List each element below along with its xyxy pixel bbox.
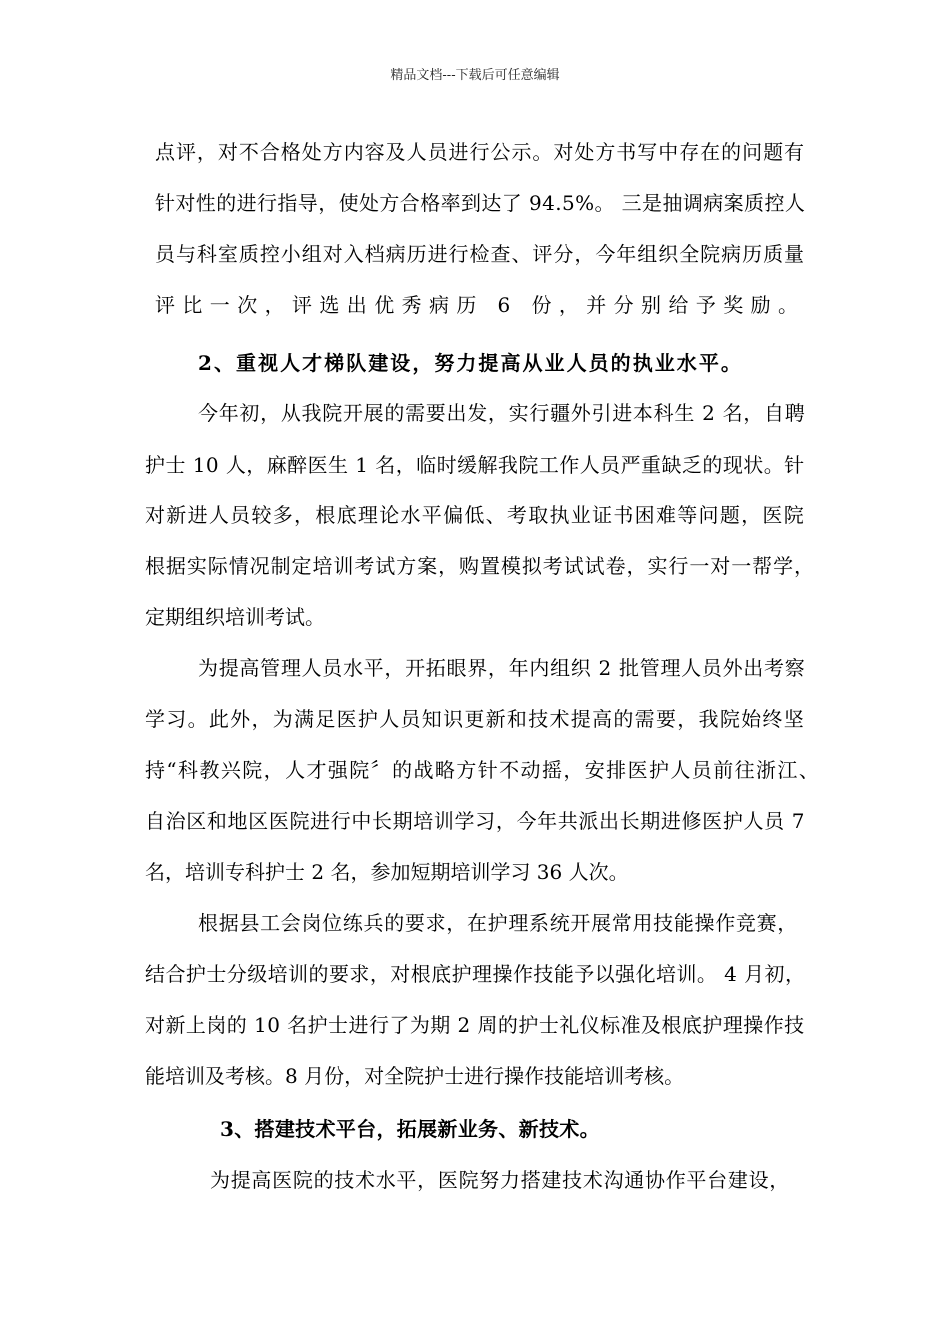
text-line: 定期组织培训考试。 bbox=[145, 605, 325, 629]
text-line: 持“科教兴院，人才强院〞的战略方针不动摇，安排医护人员前往浙江、 bbox=[145, 758, 821, 782]
text-line: 为提高管理人员水平，开拓眼界，年内组织 2 批管理人员外出考察 bbox=[198, 656, 806, 680]
text-line: 评比一次，评选出优秀病历 6 份，并分别给予奖励。 bbox=[155, 293, 806, 317]
text-line: 今年初，从我院开展的需要出发，实行疆外引进本科生 2 名，自聘 bbox=[198, 401, 806, 425]
text-line: 结合护士分级培训的要求，对根底护理操作技能予以强化培训。 4 月初， bbox=[145, 962, 806, 986]
text-line: 点评，对不合格处方内容及人员进行公示。对处方书写中存在的问题有 bbox=[155, 140, 805, 164]
text-line: 对新上岗的 10 名护士进行了为期 2 周的护士礼仪标准及根底护理操作技 bbox=[145, 1013, 805, 1037]
text-line: 自治区和地区医院进行中长期培训学习，今年共派出长期进修医护人员 7 bbox=[145, 809, 806, 833]
section-heading-2: 2、重视人才梯队建设，努力提高从业人员的执业水平。 bbox=[198, 351, 743, 375]
page-header: 精品文档---下载后可任意编辑 bbox=[390, 68, 560, 83]
section-heading-3: 3、搭建技术平台，拓展新业务、新技术。 bbox=[220, 1117, 600, 1141]
text-line: 对新进人员较多，根底理论水平偏低、考取执业证书困难等问题，医院 bbox=[145, 503, 805, 527]
text-line: 能培训及考核。8 月份，对全院护士进行操作技能培训考核。 bbox=[145, 1064, 685, 1088]
text-line: 根据县工会岗位练兵的要求，在护理系统开展常用技能操作竞赛， bbox=[198, 911, 798, 935]
text-line: 针对性的进行指导，使处方合格率到达了 94.5%。 三是抽调病案质控人 bbox=[155, 191, 806, 215]
text-line: 护士 10 人，麻醉医生 1 名，临时缓解我院工作人员严重缺乏的现状。针 bbox=[145, 453, 805, 477]
text-line: 名，培训专科护士 2 名，参加短期培训学习 36 人次。 bbox=[145, 860, 629, 884]
text-line: 根据实际情况制定培训考试方案，购置模拟考试试卷，实行一对一帮学， bbox=[145, 554, 815, 578]
text-line: 学习。此外，为满足医护人员知识更新和技术提高的需要，我院始终坚 bbox=[145, 707, 805, 731]
text-line: 为提高医院的技术水平，医院努力搭建技术沟通协作平台建设， bbox=[210, 1168, 790, 1192]
text-line: 员与科室质控小组对入档病历进行检查、评分，今年组织全院病历质量 bbox=[155, 242, 805, 266]
